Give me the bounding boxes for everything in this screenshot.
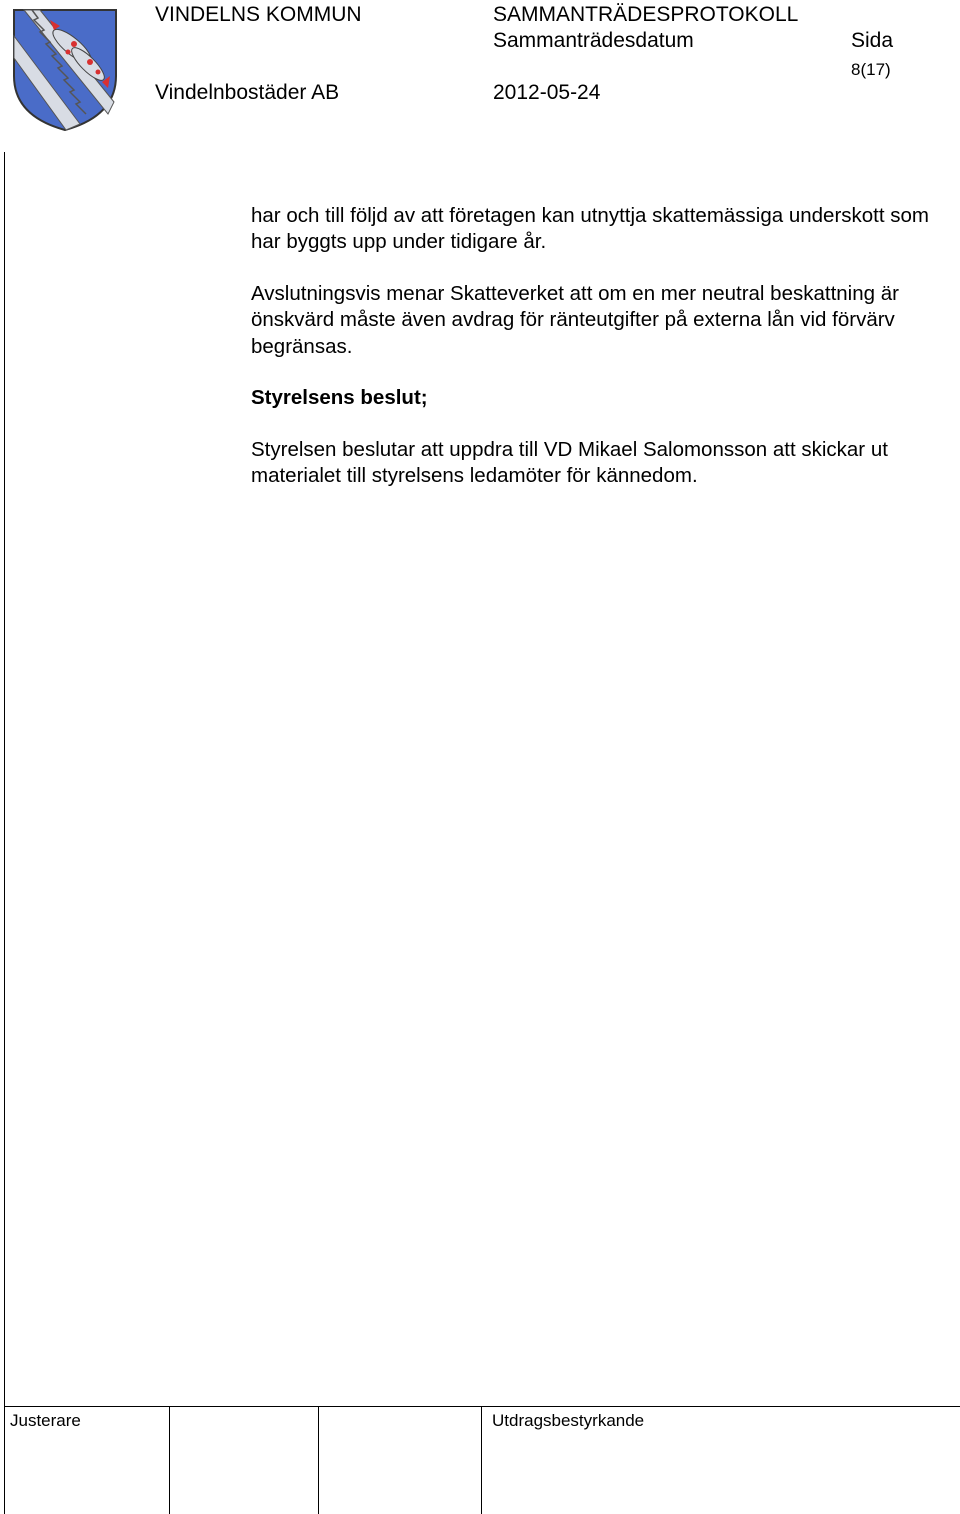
justerare-label: Justerare (10, 1411, 81, 1430)
footer-cell-divider (318, 1406, 319, 1514)
footer-top-rule (4, 1406, 960, 1407)
left-margin-line (4, 152, 5, 1406)
protocol-title: SAMMANTRÄDESPROTOKOLL (493, 3, 799, 26)
decision-heading: Styrelsens beslut; (251, 386, 428, 409)
meeting-date-label: Sammanträdesdatum (493, 29, 694, 52)
footer-cell-divider (481, 1406, 482, 1514)
page-label: Sida (851, 29, 894, 52)
municipality-name: VINDELNS KOMMUN (155, 3, 362, 26)
organization-name: Vindelnbostäder AB (155, 81, 340, 104)
footer-cell-divider (4, 1406, 5, 1514)
utdragsbestyrkande-label: Utdragsbestyrkande (492, 1411, 645, 1430)
body-paragraph: har och till följd av att företagen kan utnyttja skattemässiga underskott som har byggts upp under tidigare år. (251, 204, 929, 254)
decision-paragraph: Styrelsen beslutar att uppdra till VD Mikael Salomonsson att skickar ut materialet till styrelsens ledamöter för kännedom. (251, 438, 888, 488)
footer-cell-divider (169, 1406, 170, 1514)
body-paragraph: Avslutningsvis menar Skatteverket att om en mer neutral beskattning är önskvärd måste även avdrag för ränteutgifter på externa lån vid förvärv begränsas. (251, 282, 899, 358)
coat-of-arms-logo (10, 6, 120, 134)
meeting-date: 2012-05-24 (493, 81, 601, 104)
page-number: 8(17) (851, 60, 891, 79)
coat-of-arms-icon (10, 6, 120, 134)
